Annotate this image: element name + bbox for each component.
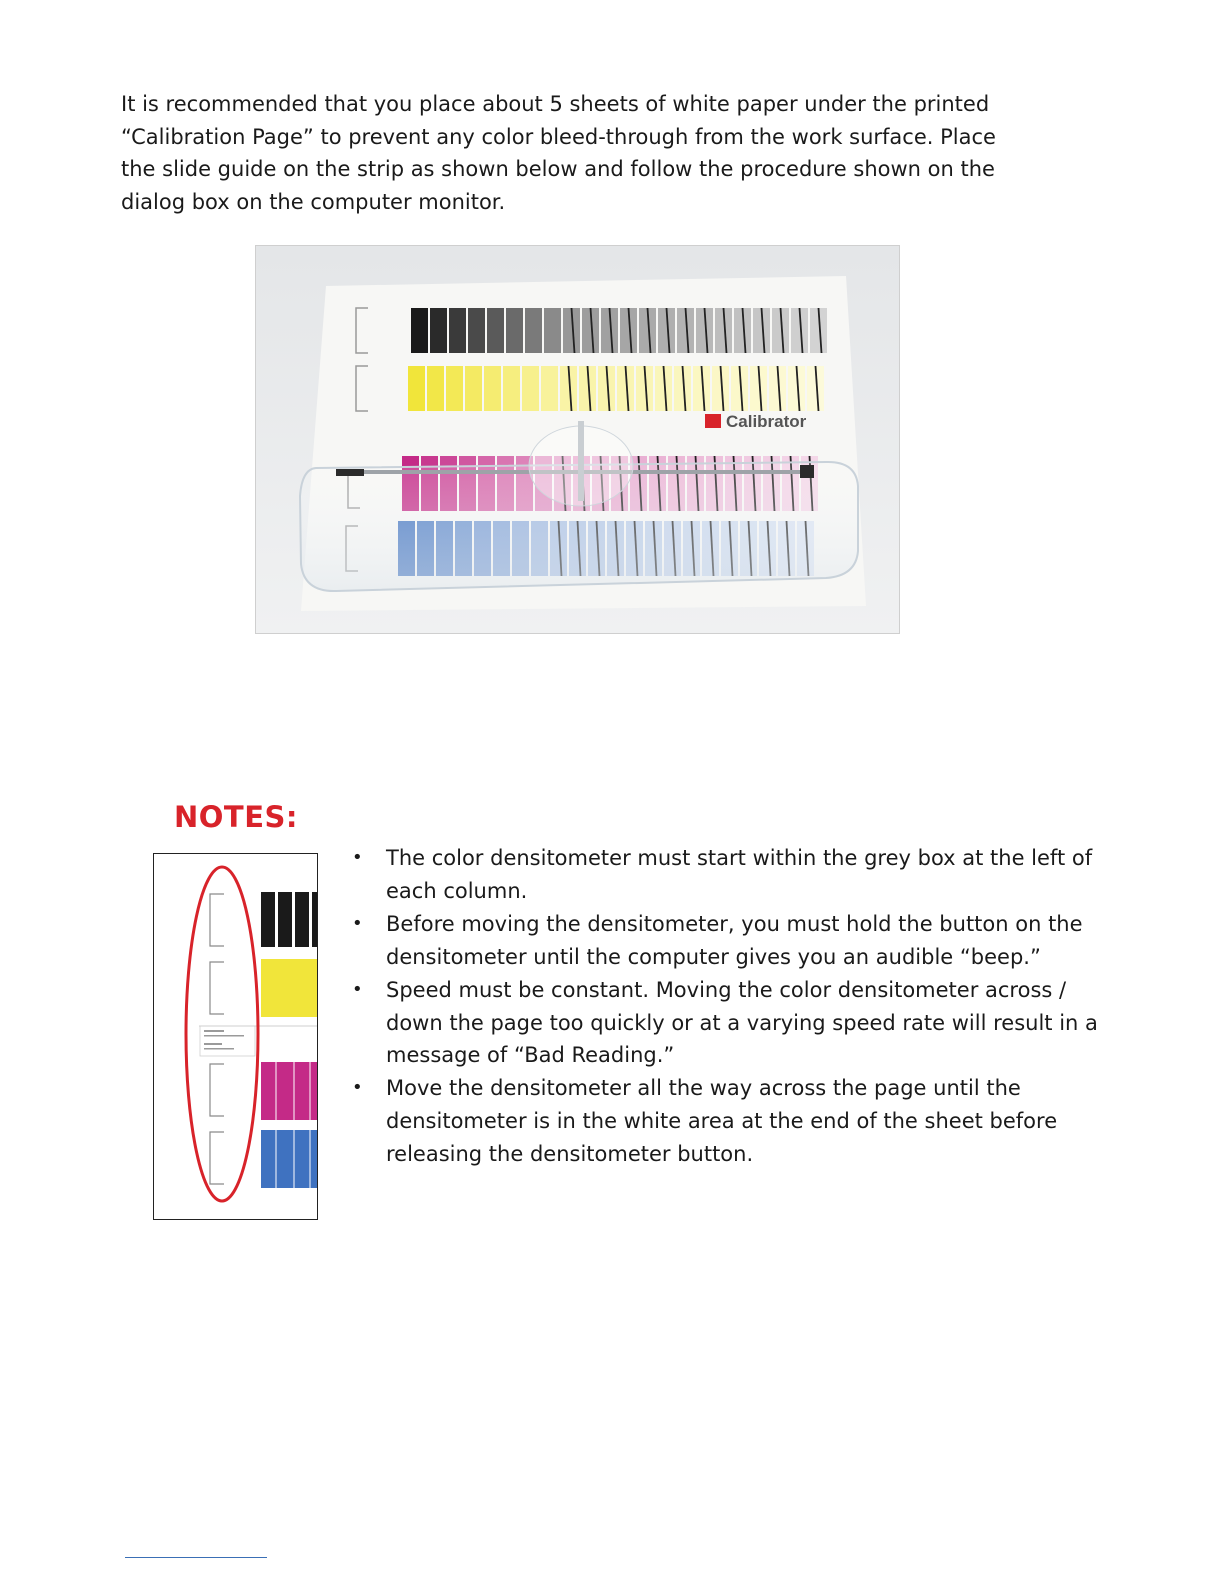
- calibrator-logo-text: Calibrator: [726, 412, 807, 431]
- photo-patch: [446, 366, 463, 411]
- photo-patch: [541, 366, 558, 411]
- notes-item: [352, 1072, 1122, 1171]
- notes-figure-image: [154, 854, 318, 1220]
- photo-patch: [430, 308, 447, 353]
- notes-item: [352, 842, 1122, 908]
- photo-patch: [408, 366, 425, 411]
- rail-end-right: [800, 465, 814, 478]
- calibration-photo-image: [256, 246, 900, 634]
- notes-figure: [153, 853, 318, 1220]
- rail-end-left: [336, 469, 364, 476]
- notes-item-text: Before moving the densitometer, you must hold the button on the densitometer until the computer gives you an audible “beep.”: [386, 911, 1083, 969]
- notes-item-text: The color densitometer must start within the grey box at the left of each column.: [386, 846, 1093, 903]
- notes-item: [352, 974, 1122, 1073]
- densitometer-stem: [578, 421, 584, 501]
- photo-patch: [427, 366, 444, 411]
- photo-patch: [503, 366, 520, 411]
- photo-patch: [544, 308, 561, 353]
- notes-item-text: Speed must be constant. Moving the color densitometer across / down the page too quickly or at a varying speed rate will result in a message of “Bad Reading.”: [386, 977, 1098, 1068]
- bullet-icon: •: [352, 978, 363, 1000]
- photo-patch: [522, 366, 539, 411]
- photo-patch: [484, 366, 501, 411]
- bullet-icon: •: [352, 912, 363, 934]
- notes-item-text: Move the densitometer all the way across the page until the densitometer is in the white area at the end of the sheet before releasing the densitometer button.: [386, 1076, 1058, 1167]
- notes-item: [352, 908, 1122, 974]
- figure-strip-magenta: [261, 1062, 318, 1120]
- notes-heading: NOTES:: [174, 800, 298, 834]
- photo-patch: [487, 308, 504, 353]
- footnote-separator: [125, 1557, 267, 1558]
- photo-patch: [465, 366, 482, 411]
- figure-strip-yellow: [261, 959, 318, 1017]
- notes-list: [352, 842, 1122, 1171]
- bullet-icon: •: [352, 1077, 363, 1099]
- calibrator-logo-icon: [705, 414, 721, 428]
- bullet-icon: •: [352, 847, 363, 868]
- intro-paragraph: It is recommended that you place about 5 sheets of white paper under the printed “Calibration Page” to prevent any color bleed-through from the work surface. Place the slide guide on the strip as shown below and follow the procedure shown on the dialog box on the computer monitor.: [121, 92, 996, 215]
- photo-patch: [411, 308, 428, 353]
- photo-patch: [449, 308, 466, 353]
- photo-patch: [506, 308, 523, 353]
- photo-patch: [525, 308, 542, 353]
- photo-patch: [468, 308, 485, 353]
- figure-strip-cyan: [261, 1130, 318, 1188]
- calibration-photo: [255, 245, 900, 634]
